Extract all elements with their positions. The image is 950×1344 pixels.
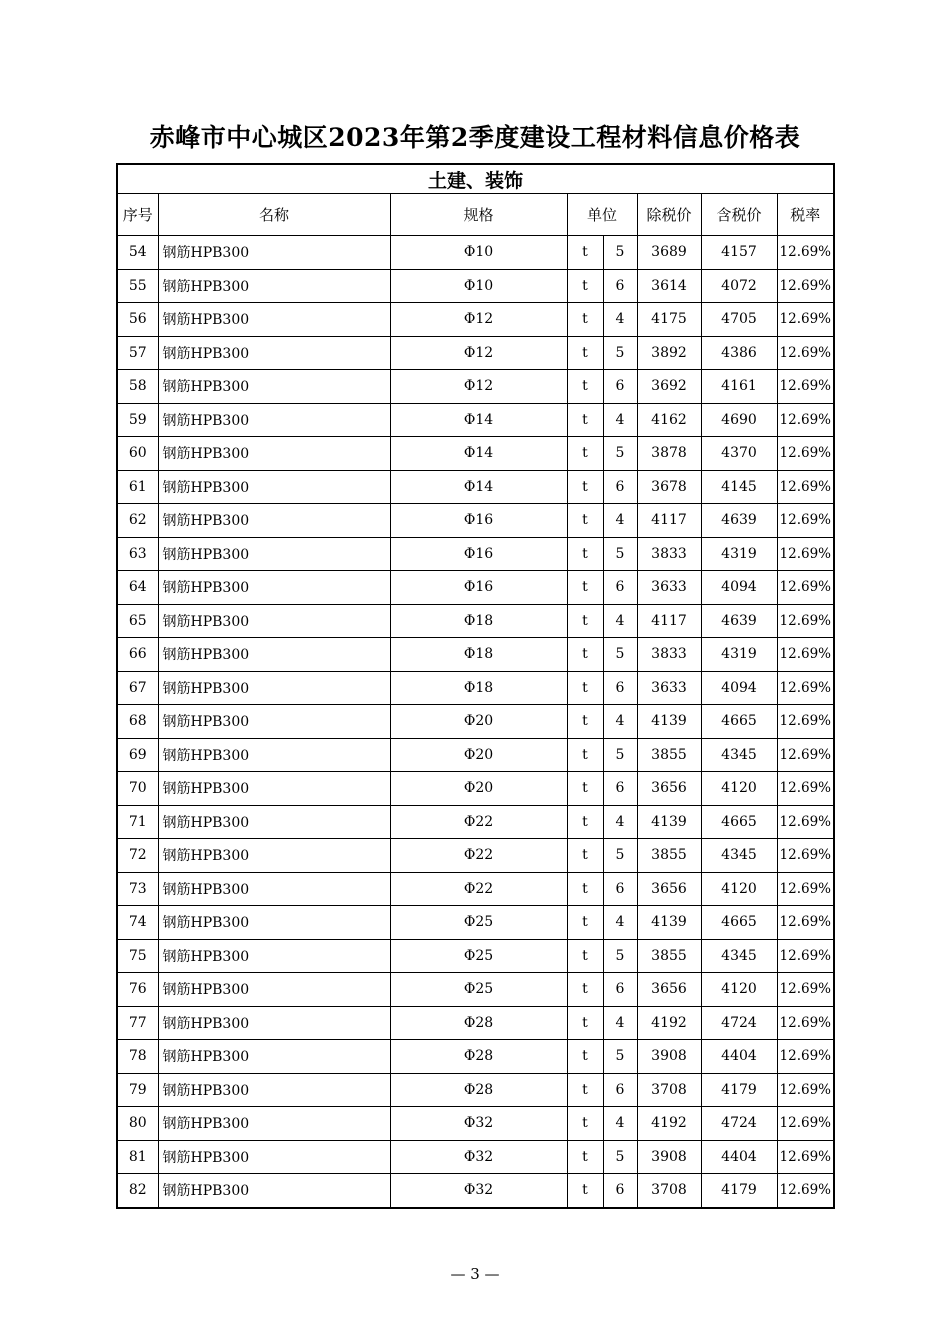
cell-seq: 73: [117, 872, 158, 906]
cell-price-ex-tax: 4117: [637, 504, 701, 538]
cell-unit: t: [567, 839, 603, 873]
table-row: [117, 571, 834, 605]
table-row: [117, 370, 834, 404]
cell-unit: t: [567, 437, 603, 471]
cell-name: 钢筋HPB300: [158, 336, 390, 370]
cell-name: 钢筋HPB300: [158, 939, 390, 973]
table-row: [117, 1040, 834, 1074]
cell-price-in-tax: 4120: [701, 872, 777, 906]
cell-price-in-tax: 4179: [701, 1073, 777, 1107]
cell-name: 钢筋HPB300: [158, 370, 390, 404]
table-row: [117, 604, 834, 638]
cell-tax-rate: 12.69%: [777, 839, 834, 873]
cell-seq: 78: [117, 1040, 158, 1074]
cell-name: 钢筋HPB300: [158, 805, 390, 839]
cell-seq: 63: [117, 537, 158, 571]
cell-grade: 6: [603, 671, 637, 705]
header-price-ex-tax: 除税价: [637, 194, 701, 236]
cell-tax-rate: 12.69%: [777, 1073, 834, 1107]
cell-name: 钢筋HPB300: [158, 504, 390, 538]
cell-seq: 82: [117, 1174, 158, 1208]
cell-price-ex-tax: 4192: [637, 1107, 701, 1141]
cell-grade: 4: [603, 1006, 637, 1040]
cell-seq: 57: [117, 336, 158, 370]
cell-spec: Φ25: [390, 939, 567, 973]
cell-seq: 75: [117, 939, 158, 973]
cell-spec: Φ20: [390, 738, 567, 772]
cell-price-in-tax: 4094: [701, 571, 777, 605]
cell-price-in-tax: 4639: [701, 604, 777, 638]
cell-tax-rate: 12.69%: [777, 671, 834, 705]
cell-name: 钢筋HPB300: [158, 671, 390, 705]
cell-tax-rate: 12.69%: [777, 872, 834, 906]
cell-spec: Φ14: [390, 437, 567, 471]
cell-spec: Φ32: [390, 1140, 567, 1174]
cell-seq: 56: [117, 303, 158, 337]
cell-name: 钢筋HPB300: [158, 303, 390, 337]
cell-seq: 61: [117, 470, 158, 504]
table-row: [117, 1006, 834, 1040]
cell-grade: 4: [603, 504, 637, 538]
header-spec: 规格: [390, 194, 567, 236]
cell-seq: 80: [117, 1107, 158, 1141]
table-row: [117, 906, 834, 940]
cell-spec: Φ22: [390, 805, 567, 839]
cell-spec: Φ16: [390, 571, 567, 605]
section-heading: 土建、装饰: [117, 164, 834, 194]
cell-price-ex-tax: 4139: [637, 705, 701, 739]
page-title: 赤峰市中心城区2023年第2季度建设工程材料信息价格表: [149, 123, 801, 152]
cell-seq: 65: [117, 604, 158, 638]
table-row: [117, 939, 834, 973]
cell-name: 钢筋HPB300: [158, 403, 390, 437]
cell-tax-rate: 12.69%: [777, 236, 834, 270]
cell-price-in-tax: 4120: [701, 772, 777, 806]
cell-seq: 67: [117, 671, 158, 705]
cell-spec: Φ16: [390, 504, 567, 538]
cell-name: 钢筋HPB300: [158, 1107, 390, 1141]
cell-price-in-tax: 4705: [701, 303, 777, 337]
cell-name: 钢筋HPB300: [158, 839, 390, 873]
cell-name: 钢筋HPB300: [158, 1073, 390, 1107]
cell-seq: 81: [117, 1140, 158, 1174]
cell-seq: 59: [117, 403, 158, 437]
cell-seq: 64: [117, 571, 158, 605]
cell-price-in-tax: 4665: [701, 705, 777, 739]
cell-tax-rate: 12.69%: [777, 370, 834, 404]
cell-name: 钢筋HPB300: [158, 973, 390, 1007]
cell-unit: t: [567, 236, 603, 270]
cell-seq: 54: [117, 236, 158, 270]
table-row: [117, 269, 834, 303]
cell-grade: 6: [603, 1174, 637, 1208]
cell-unit: t: [567, 638, 603, 672]
cell-name: 钢筋HPB300: [158, 537, 390, 571]
cell-grade: 5: [603, 839, 637, 873]
table-row: [117, 504, 834, 538]
cell-spec: Φ16: [390, 537, 567, 571]
cell-grade: 5: [603, 738, 637, 772]
cell-spec: Φ10: [390, 236, 567, 270]
cell-tax-rate: 12.69%: [777, 973, 834, 1007]
cell-tax-rate: 12.69%: [777, 772, 834, 806]
cell-name: 钢筋HPB300: [158, 1140, 390, 1174]
price-table: [116, 163, 835, 1209]
cell-name: 钢筋HPB300: [158, 269, 390, 303]
cell-tax-rate: 12.69%: [777, 303, 834, 337]
cell-unit: t: [567, 504, 603, 538]
cell-spec: Φ32: [390, 1174, 567, 1208]
cell-name: 钢筋HPB300: [158, 638, 390, 672]
cell-price-ex-tax: 4162: [637, 403, 701, 437]
cell-spec: Φ12: [390, 370, 567, 404]
cell-price-ex-tax: 3878: [637, 437, 701, 471]
cell-price-in-tax: 4724: [701, 1107, 777, 1141]
cell-price-ex-tax: 3855: [637, 738, 701, 772]
cell-unit: t: [567, 604, 603, 638]
cell-unit: t: [567, 872, 603, 906]
table-row: [117, 1073, 834, 1107]
cell-price-ex-tax: 3656: [637, 772, 701, 806]
cell-tax-rate: 12.69%: [777, 571, 834, 605]
cell-price-in-tax: 4690: [701, 403, 777, 437]
cell-name: 钢筋HPB300: [158, 1040, 390, 1074]
cell-tax-rate: 12.69%: [777, 1040, 834, 1074]
cell-price-in-tax: 4161: [701, 370, 777, 404]
cell-name: 钢筋HPB300: [158, 872, 390, 906]
cell-grade: 4: [603, 1107, 637, 1141]
cell-price-in-tax: 4120: [701, 973, 777, 1007]
cell-price-in-tax: 4639: [701, 504, 777, 538]
table-row: [117, 1174, 834, 1208]
cell-unit: t: [567, 1174, 603, 1208]
cell-tax-rate: 12.69%: [777, 504, 834, 538]
cell-unit: t: [567, 537, 603, 571]
cell-tax-rate: 12.69%: [777, 604, 834, 638]
cell-spec: Φ10: [390, 269, 567, 303]
cell-price-ex-tax: 3833: [637, 638, 701, 672]
cell-unit: t: [567, 973, 603, 1007]
cell-seq: 69: [117, 738, 158, 772]
cell-grade: 6: [603, 872, 637, 906]
cell-name: 钢筋HPB300: [158, 604, 390, 638]
cell-seq: 66: [117, 638, 158, 672]
cell-tax-rate: 12.69%: [777, 638, 834, 672]
cell-tax-rate: 12.69%: [777, 269, 834, 303]
cell-price-ex-tax: 4117: [637, 604, 701, 638]
cell-price-in-tax: 4179: [701, 1174, 777, 1208]
cell-unit: t: [567, 269, 603, 303]
cell-tax-rate: 12.69%: [777, 1174, 834, 1208]
cell-price-in-tax: 4370: [701, 437, 777, 471]
cell-seq: 70: [117, 772, 158, 806]
cell-grade: 5: [603, 236, 637, 270]
cell-tax-rate: 12.69%: [777, 437, 834, 471]
header-seq: 序号: [117, 194, 158, 236]
page-number: — 3 —: [450, 1265, 500, 1283]
cell-spec: Φ18: [390, 671, 567, 705]
cell-price-ex-tax: 3656: [637, 872, 701, 906]
header-price-in-tax: 含税价: [701, 194, 777, 236]
cell-unit: t: [567, 470, 603, 504]
cell-unit: t: [567, 1073, 603, 1107]
cell-price-ex-tax: 3708: [637, 1073, 701, 1107]
cell-tax-rate: 12.69%: [777, 906, 834, 940]
cell-price-ex-tax: 3678: [637, 470, 701, 504]
cell-grade: 5: [603, 437, 637, 471]
cell-price-in-tax: 4145: [701, 470, 777, 504]
cell-grade: 4: [603, 906, 637, 940]
cell-name: 钢筋HPB300: [158, 1174, 390, 1208]
cell-grade: 6: [603, 973, 637, 1007]
cell-price-ex-tax: 4175: [637, 303, 701, 337]
cell-price-in-tax: 4665: [701, 906, 777, 940]
header-name: 名称: [158, 194, 390, 236]
cell-spec: Φ20: [390, 772, 567, 806]
cell-name: 钢筋HPB300: [158, 738, 390, 772]
cell-price-ex-tax: 4192: [637, 1006, 701, 1040]
cell-tax-rate: 12.69%: [777, 470, 834, 504]
cell-price-in-tax: 4345: [701, 939, 777, 973]
table-row: [117, 403, 834, 437]
cell-price-ex-tax: 3855: [637, 939, 701, 973]
cell-grade: 5: [603, 537, 637, 571]
cell-tax-rate: 12.69%: [777, 705, 834, 739]
cell-spec: Φ28: [390, 1073, 567, 1107]
cell-grade: 4: [603, 805, 637, 839]
cell-price-ex-tax: 4139: [637, 805, 701, 839]
cell-tax-rate: 12.69%: [777, 738, 834, 772]
cell-unit: t: [567, 1107, 603, 1141]
cell-grade: 5: [603, 939, 637, 973]
cell-grade: 4: [603, 604, 637, 638]
cell-name: 钢筋HPB300: [158, 705, 390, 739]
cell-spec: Φ28: [390, 1006, 567, 1040]
cell-unit: t: [567, 939, 603, 973]
cell-unit: t: [567, 671, 603, 705]
cell-price-ex-tax: 3656: [637, 973, 701, 1007]
table-row: [117, 772, 834, 806]
cell-price-ex-tax: 3855: [637, 839, 701, 873]
cell-seq: 68: [117, 705, 158, 739]
cell-grade: 6: [603, 269, 637, 303]
cell-name: 钢筋HPB300: [158, 1006, 390, 1040]
cell-spec: Φ32: [390, 1107, 567, 1141]
cell-unit: t: [567, 336, 603, 370]
cell-spec: Φ14: [390, 403, 567, 437]
cell-grade: 6: [603, 470, 637, 504]
table-row: [117, 671, 834, 705]
cell-unit: t: [567, 906, 603, 940]
cell-seq: 74: [117, 906, 158, 940]
header-unit: 单位: [567, 194, 637, 236]
cell-name: 钢筋HPB300: [158, 236, 390, 270]
cell-grade: 4: [603, 303, 637, 337]
cell-price-ex-tax: 3614: [637, 269, 701, 303]
table-row: [117, 839, 834, 873]
cell-seq: 79: [117, 1073, 158, 1107]
cell-grade: 5: [603, 638, 637, 672]
table-row: [117, 1107, 834, 1141]
cell-tax-rate: 12.69%: [777, 1107, 834, 1141]
cell-name: 钢筋HPB300: [158, 437, 390, 471]
cell-price-in-tax: 4345: [701, 839, 777, 873]
cell-grade: 5: [603, 1140, 637, 1174]
cell-price-in-tax: 4319: [701, 638, 777, 672]
cell-unit: t: [567, 1040, 603, 1074]
cell-price-ex-tax: 3892: [637, 336, 701, 370]
cell-seq: 55: [117, 269, 158, 303]
cell-price-in-tax: 4072: [701, 269, 777, 303]
cell-spec: Φ18: [390, 604, 567, 638]
table-row: [117, 973, 834, 1007]
cell-unit: t: [567, 403, 603, 437]
cell-seq: 60: [117, 437, 158, 471]
table-row: [117, 1140, 834, 1174]
cell-spec: Φ12: [390, 336, 567, 370]
cell-price-in-tax: 4404: [701, 1140, 777, 1174]
cell-grade: 6: [603, 772, 637, 806]
cell-price-in-tax: 4724: [701, 1006, 777, 1040]
cell-price-ex-tax: 3689: [637, 236, 701, 270]
cell-price-in-tax: 4319: [701, 537, 777, 571]
cell-seq: 76: [117, 973, 158, 1007]
cell-grade: 5: [603, 1040, 637, 1074]
cell-spec: Φ12: [390, 303, 567, 337]
cell-unit: t: [567, 805, 603, 839]
cell-price-ex-tax: 3692: [637, 370, 701, 404]
cell-unit: t: [567, 1006, 603, 1040]
cell-seq: 62: [117, 504, 158, 538]
table-row: [117, 638, 834, 672]
cell-unit: t: [567, 303, 603, 337]
cell-spec: Φ28: [390, 1040, 567, 1074]
cell-price-in-tax: 4345: [701, 738, 777, 772]
cell-grade: 6: [603, 370, 637, 404]
table-row: [117, 303, 834, 337]
cell-spec: Φ22: [390, 872, 567, 906]
cell-spec: Φ18: [390, 638, 567, 672]
cell-grade: 4: [603, 705, 637, 739]
header-tax-rate: 税率: [777, 194, 834, 236]
cell-tax-rate: 12.69%: [777, 939, 834, 973]
cell-tax-rate: 12.69%: [777, 1006, 834, 1040]
cell-price-in-tax: 4404: [701, 1040, 777, 1074]
cell-price-in-tax: 4386: [701, 336, 777, 370]
table-row: [117, 872, 834, 906]
cell-unit: t: [567, 1140, 603, 1174]
cell-grade: 6: [603, 571, 637, 605]
cell-name: 钢筋HPB300: [158, 571, 390, 605]
cell-tax-rate: 12.69%: [777, 805, 834, 839]
cell-unit: t: [567, 571, 603, 605]
cell-tax-rate: 12.69%: [777, 336, 834, 370]
cell-seq: 71: [117, 805, 158, 839]
cell-spec: Φ14: [390, 470, 567, 504]
cell-price-ex-tax: 3633: [637, 671, 701, 705]
table-row: [117, 470, 834, 504]
cell-name: 钢筋HPB300: [158, 906, 390, 940]
table-row: [117, 805, 834, 839]
cell-spec: Φ25: [390, 906, 567, 940]
cell-unit: t: [567, 772, 603, 806]
cell-spec: Φ25: [390, 973, 567, 1007]
cell-grade: 6: [603, 1073, 637, 1107]
cell-price-ex-tax: 3708: [637, 1174, 701, 1208]
cell-price-ex-tax: 3908: [637, 1140, 701, 1174]
cell-price-ex-tax: 3633: [637, 571, 701, 605]
cell-price-in-tax: 4665: [701, 805, 777, 839]
cell-price-in-tax: 4094: [701, 671, 777, 705]
cell-grade: 5: [603, 336, 637, 370]
cell-price-ex-tax: 4139: [637, 906, 701, 940]
cell-seq: 58: [117, 370, 158, 404]
cell-tax-rate: 12.69%: [777, 537, 834, 571]
cell-spec: Φ22: [390, 839, 567, 873]
cell-unit: t: [567, 738, 603, 772]
table-row: [117, 336, 834, 370]
table-row: [117, 537, 834, 571]
cell-name: 钢筋HPB300: [158, 470, 390, 504]
cell-grade: 4: [603, 403, 637, 437]
cell-seq: 77: [117, 1006, 158, 1040]
table-row: [117, 705, 834, 739]
cell-unit: t: [567, 370, 603, 404]
cell-price-in-tax: 4157: [701, 236, 777, 270]
cell-tax-rate: 12.69%: [777, 403, 834, 437]
cell-seq: 72: [117, 839, 158, 873]
cell-name: 钢筋HPB300: [158, 772, 390, 806]
cell-unit: t: [567, 705, 603, 739]
table-row: [117, 738, 834, 772]
cell-price-ex-tax: 3833: [637, 537, 701, 571]
cell-tax-rate: 12.69%: [777, 1140, 834, 1174]
cell-price-ex-tax: 3908: [637, 1040, 701, 1074]
table-row: [117, 236, 834, 270]
table-row: [117, 437, 834, 471]
cell-spec: Φ20: [390, 705, 567, 739]
